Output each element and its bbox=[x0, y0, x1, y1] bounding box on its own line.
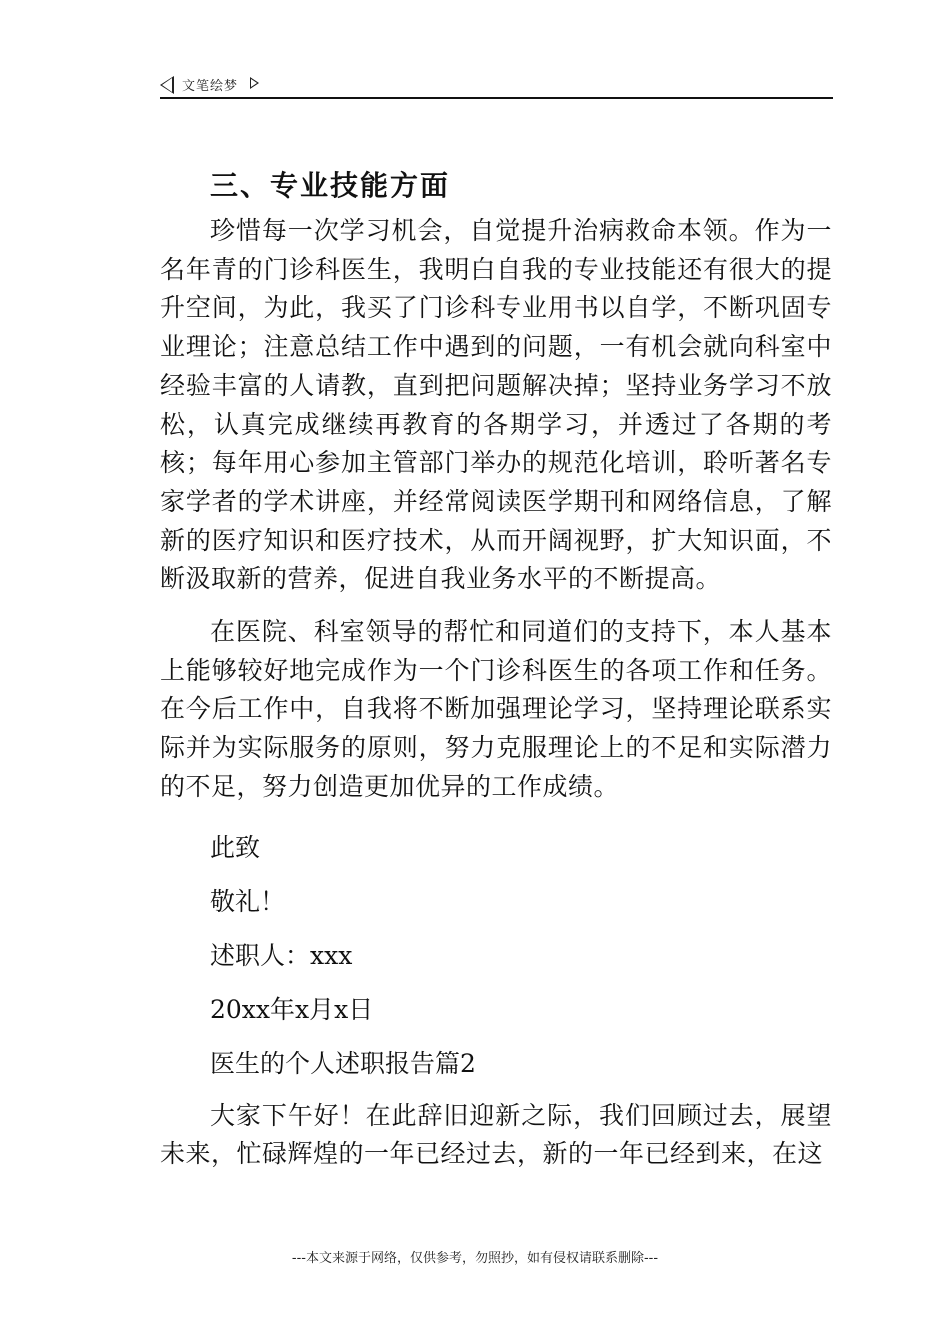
header-rule bbox=[160, 97, 833, 99]
triangle-left-icon bbox=[160, 76, 174, 94]
triangle-right-icon bbox=[250, 77, 259, 89]
paragraph-skills: 珍惜每一次学习机会，自觉提升治病救命本领。作为一名年青的门诊科医生，我明白自我的专业技能还有很大的提升空间，为此，我买了门诊科专业用书以自学，不断巩固专业理论；注意总结工作中遇到的问题，一有机会就向科室中经验丰富的人请教，直到把问题解决掉；坚持业务学习不放松，认真完成继续再教育的各期学习，并透过了各期的考核；每年用心参加主管部门举办的规范化培训，聆听著名专家学者的学术讲座，并经常阅读医学期刊和网络信息，了解新的医疗知识和医疗技术，从而开阔视野，扩大知识面，不断汲取新的营养，促进自我业务水平的不断提高。 bbox=[160, 216, 832, 594]
next-report-title: 医生的个人述职报告篇2 bbox=[210, 1048, 476, 1078]
header-brand: 文笔绘梦 bbox=[182, 79, 239, 94]
closing-signer: 述职人：xxx bbox=[210, 940, 353, 970]
page-footer-note: ---本文来源于网络，仅供参考，勿照抄，如有侵权请联系删除--- bbox=[291, 1251, 659, 1266]
paragraph-summary: 在医院、科室领导的帮忙和同道们的支持下，本人基本上能够较好地完成作为一个门诊科医生的各项工作和任务。在今后工作中，自我将不断加强理论学习，坚持理论联系实际并为实际服务的原则，努力克服理论上的不足和实际潜力的不足，努力创造更加优异的工作成绩。 bbox=[160, 617, 832, 801]
closing-regards: 敬礼！ bbox=[210, 886, 286, 916]
page-header bbox=[160, 72, 832, 98]
closing-salutation: 此致 bbox=[210, 832, 261, 862]
document-body bbox=[160, 160, 832, 1174]
closing-date: 20xx年x月x日 bbox=[210, 994, 374, 1024]
section-heading: 三、专业技能方面 bbox=[210, 169, 451, 202]
paragraph-greeting: 大家下午好！在此辞旧迎新之际，我们回顾过去，展望未来，忙碌辉煌的一年已经过去，新的一年已经到来，在这 bbox=[160, 1100, 832, 1169]
